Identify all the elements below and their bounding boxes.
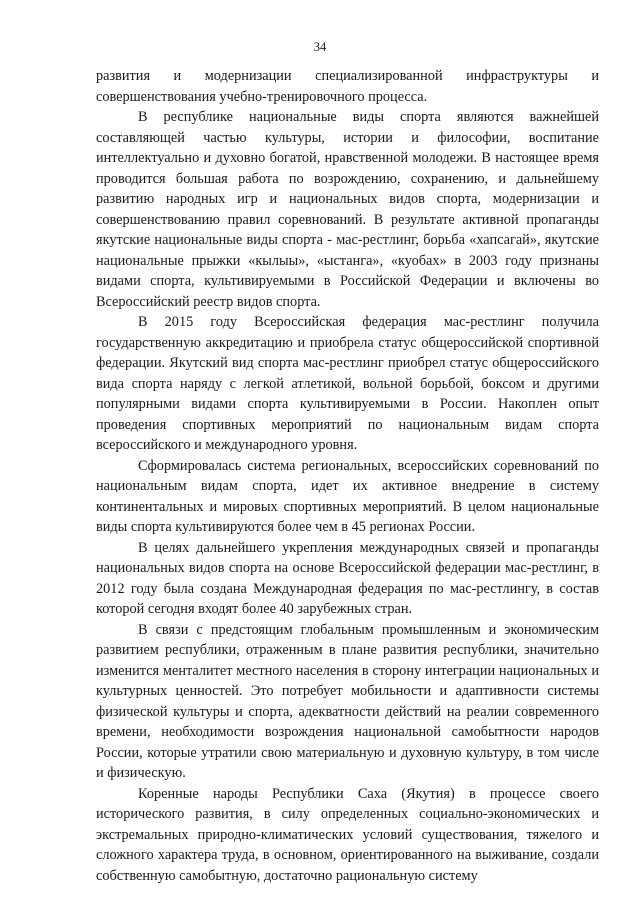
paragraph-2: В республике национальные виды спорта являются важнейшей составляющей частью культуры, истории и философии, воспитание интеллектуально и духовно богатой, нравственной молодежи. В настоящее время проводится большая работа по возрождению, сохранению, и дальнейшему развитию народных игр и национальных видов спорта, модернизации и совершенствованию правил соревнований. В результате активной пропаганды якутские национальные виды спорта - мас-рестлинг, борьба «хапсагай», якутские национальные прыжки «кылыы», «ыстанга», «куобах» в 2003 году признаны видами спорта, культивируемыми в Российской Федерации и включены во Всероссийский реестр видов спорта. [96,109,599,310]
page-number: 34 [313,40,327,54]
body-text [96,66,599,886]
paragraph-5: В целях дальнейшего укрепления международных связей и пропаганды национальных видов спорта на основе Всероссийской федерации мас-рестлинг, в 2012 году была создана Международная федерация по мас-рестлингу, в состав которой сегодня входят более 40 зарубежных стран. [96,539,599,617]
paragraph-7: Коренные народы Республики Саха (Якутия) в процессе своего исторического развития, в силу определенных социально-экономических и экстремальных природно-климатических условий существования, тяжелого и сложного характера труда, в основном, ориентированного на выживание, создали собственную самобытную, достаточно рациональную систему [96,785,599,884]
paragraph-1: развития и модернизации специализированной инфраструктуры и совершенствования учебно-тренировочного процесса. [96,68,599,105]
paragraph-3: В 2015 году Всероссийская федерация мас-рестлинг получила государственную аккредитацию и приобрела статус общероссийской спортивной федерации. Якутский вид спорта мас-рестлинг приобрел статус общероссийского вида спорта наряду с легкой атлетикой, вольной борьбой, боксом и другими популярными видами спорта культивируемыми в России. Накоплен опыт проведения спортивных мероприятий по национальным видам спорта всероссийского и международного уровня. [96,314,599,453]
paragraph-4: Сформировалась система региональных, всероссийских соревнований по национальным видам спорта, идет их активное внедрение в систему континентальных и мировых спортивных мероприятий. В целом национальные виды спорта культивируются более чем в 45 регионах России. [96,457,599,535]
paragraph-6: В связи с предстоящим глобальным промышленным и экономическим развитием республики, отраженным в плане развития республики, значительно изменится менталитет местного населения в сторону интеграции национальных и культурных ценностей. Это потребует мобильности и адаптивности системы физической культуры и спорта, адекватности действий на реалии современного времени, необходимости возрождения национальной самобытности народов России, которые утратили свою материальную и духовную культуру, в том числе и физическую. [96,621,599,781]
